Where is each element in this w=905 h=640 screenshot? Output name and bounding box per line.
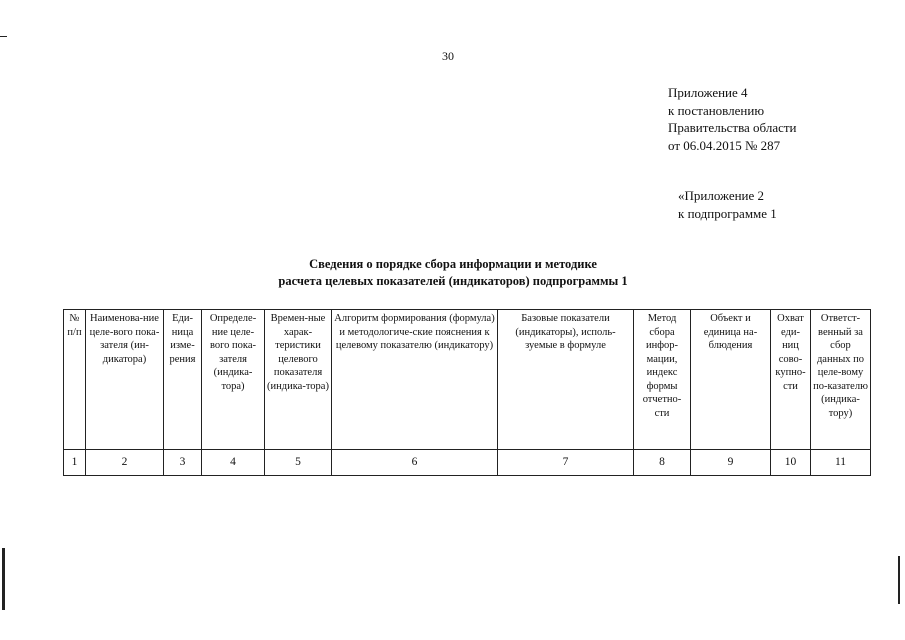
appendix-reference xyxy=(668,84,797,154)
column-number: 10 xyxy=(771,450,811,476)
indicators-table xyxy=(63,309,871,476)
appendix-line: от 06.04.2015 № 287 xyxy=(668,137,781,153)
column-number: 9 xyxy=(691,450,771,476)
title-line: расчета целевых показателей (индикаторов) подпрограммы 1 xyxy=(278,274,628,288)
page-number: 30 xyxy=(442,49,454,63)
column-header: Базовые показатели (индикаторы), исполь-зуемые в формуле xyxy=(498,310,634,450)
column-header: Ответст-венный за сбор данных по целе-вому по-казателю (индика-тору) xyxy=(811,310,871,450)
column-number: 8 xyxy=(634,450,691,476)
column-header: Наименова-ние целе-вого пока-зателя (ин-дикатора) xyxy=(86,310,164,450)
appendix-line: к подпрограмме 1 xyxy=(678,205,777,221)
column-number: 5 xyxy=(265,450,332,476)
column-header: Объект и единица на-блюдения xyxy=(691,310,771,450)
column-header: № п/п xyxy=(64,310,86,450)
column-header: Определе-ние целе-вого пока-зателя (индика-тора) xyxy=(202,310,265,450)
column-number: 7 xyxy=(498,450,634,476)
column-number: 11 xyxy=(811,450,871,476)
appendix-line: Приложение 4 xyxy=(668,85,748,100)
column-number: 2 xyxy=(86,450,164,476)
table-header-row xyxy=(64,310,871,450)
column-header: Алгоритм формирования (формула) и методологиче-ские пояснения к целевому показателю (индикатору) xyxy=(332,310,498,450)
document-title xyxy=(180,256,726,290)
scan-artifact-mark xyxy=(0,36,7,37)
column-number-row xyxy=(64,450,871,476)
column-number: 6 xyxy=(332,450,498,476)
column-number: 1 xyxy=(64,450,86,476)
column-header: Метод сбора инфор-мации, индекс формы отчетно-сти xyxy=(634,310,691,450)
subprogram-appendix-reference xyxy=(678,187,777,222)
column-header: Охват еди-ниц сово-купно-сти xyxy=(771,310,811,450)
column-header: Времен-ные харак-теристики целевого показателя (индика-тора) xyxy=(265,310,332,450)
appendix-line: к постановлению xyxy=(668,102,765,118)
appendix-line: Правительства области xyxy=(668,120,797,135)
scan-artifact-mark xyxy=(898,556,900,604)
column-header: Еди-ница изме-рения xyxy=(164,310,202,450)
column-number: 3 xyxy=(164,450,202,476)
column-number: 4 xyxy=(202,450,265,476)
appendix-line: «Приложение 2 xyxy=(678,188,765,203)
scan-artifact-mark xyxy=(2,548,5,610)
title-line: Сведения о порядке сбора информации и методике xyxy=(309,257,597,271)
